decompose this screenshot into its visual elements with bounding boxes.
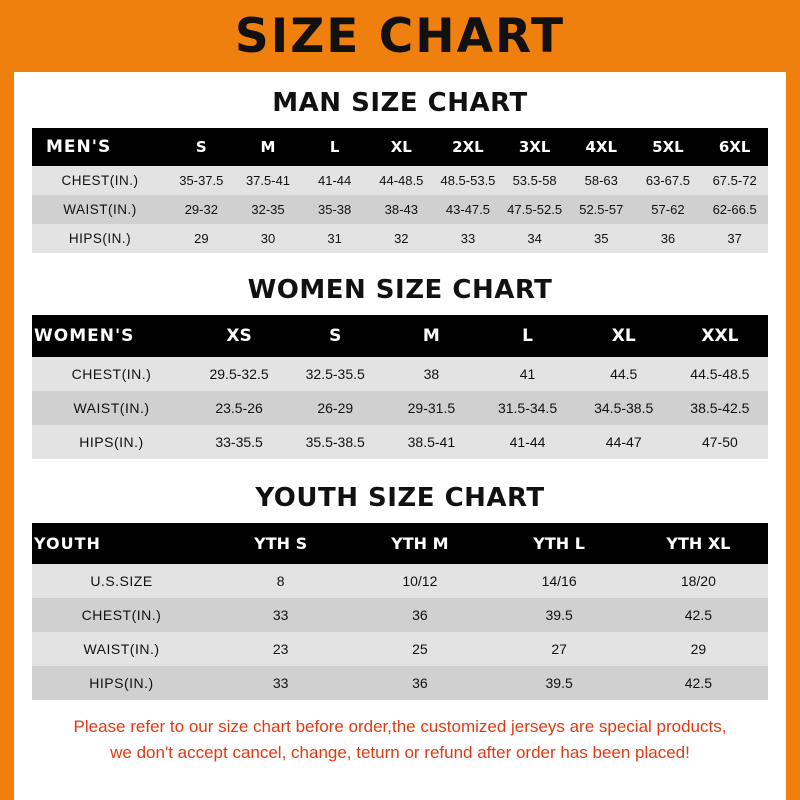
women-table-body xyxy=(32,357,768,459)
table-cell: 38 xyxy=(383,357,479,391)
table-cell: 29-32 xyxy=(168,195,235,224)
men-header-2xl: 2XL xyxy=(435,128,502,166)
youth-row-label-chest: CHEST(IN.) xyxy=(32,598,211,632)
footer-note-line1: Please refer to our size chart before order,the customized jerseys are special products, xyxy=(73,717,727,736)
table-cell: 48.5-53.5 xyxy=(435,166,502,195)
youth-table-head xyxy=(32,523,768,564)
table-row xyxy=(32,195,768,224)
men-header-l: L xyxy=(301,128,368,166)
table-cell: 47.5-52.5 xyxy=(501,195,568,224)
table-cell: 32 xyxy=(368,224,435,253)
table-cell: 44.5-48.5 xyxy=(672,357,768,391)
table-cell: 63-67.5 xyxy=(635,166,702,195)
table-row xyxy=(32,666,768,700)
youth-table-body xyxy=(32,564,768,700)
table-cell: 29.5-32.5 xyxy=(191,357,287,391)
youth-row-label-waist: WAIST(IN.) xyxy=(32,632,211,666)
table-cell: 31 xyxy=(301,224,368,253)
table-cell: 57-62 xyxy=(635,195,702,224)
table-cell: 38.5-41 xyxy=(383,425,479,459)
men-row-label-hips: HIPS(IN.) xyxy=(32,224,168,253)
table-cell: 23 xyxy=(211,632,350,666)
table-cell: 37.5-41 xyxy=(235,166,302,195)
table-cell: 36 xyxy=(350,666,489,700)
table-cell: 44-48.5 xyxy=(368,166,435,195)
table-cell: 52.5-57 xyxy=(568,195,635,224)
table-row xyxy=(32,598,768,632)
table-cell: 37 xyxy=(701,224,768,253)
women-row-label-chest: CHEST(IN.) xyxy=(32,357,191,391)
youth-section xyxy=(14,483,786,700)
table-header-row xyxy=(32,128,768,166)
youth-header-label: YOUTH xyxy=(32,523,211,564)
women-header-m: M xyxy=(383,315,479,357)
table-cell: 29 xyxy=(168,224,235,253)
women-header-label: WOMEN'S xyxy=(32,315,191,357)
table-cell: 42.5 xyxy=(629,598,768,632)
table-cell: 23.5-26 xyxy=(191,391,287,425)
men-header-xl: XL xyxy=(368,128,435,166)
table-cell: 35.5-38.5 xyxy=(287,425,383,459)
table-cell: 41-44 xyxy=(479,425,575,459)
youth-section-title: YOUTH SIZE CHART xyxy=(255,483,545,513)
youth-header-xl: YTH XL xyxy=(629,523,768,564)
table-cell: 18/20 xyxy=(629,564,768,598)
table-cell: 33 xyxy=(435,224,502,253)
women-header-s: S xyxy=(287,315,383,357)
table-cell: 36 xyxy=(635,224,702,253)
table-cell: 29-31.5 xyxy=(383,391,479,425)
table-cell: 44.5 xyxy=(576,357,672,391)
men-header-4xl: 4XL xyxy=(568,128,635,166)
youth-header-l: YTH L xyxy=(490,523,629,564)
women-header-xs: XS xyxy=(191,315,287,357)
men-section-title: MAN SIZE CHART xyxy=(272,88,528,118)
table-row xyxy=(32,632,768,666)
youth-header-m: YTH M xyxy=(350,523,489,564)
table-cell: 58-63 xyxy=(568,166,635,195)
table-cell: 34 xyxy=(501,224,568,253)
table-cell: 33-35.5 xyxy=(191,425,287,459)
table-row xyxy=(32,564,768,598)
table-cell: 41 xyxy=(479,357,575,391)
women-header-xl: XL xyxy=(576,315,672,357)
table-header-row xyxy=(32,315,768,357)
table-cell: 10/12 xyxy=(350,564,489,598)
table-row xyxy=(32,357,768,391)
youth-row-label-ussize: U.S.SIZE xyxy=(32,564,211,598)
table-cell: 43-47.5 xyxy=(435,195,502,224)
table-cell: 30 xyxy=(235,224,302,253)
footer-note xyxy=(14,714,786,765)
table-cell: 8 xyxy=(211,564,350,598)
table-row xyxy=(32,166,768,195)
table-cell: 36 xyxy=(350,598,489,632)
banner xyxy=(14,0,786,72)
table-header-row xyxy=(32,523,768,564)
youth-header-s: YTH S xyxy=(211,523,350,564)
table-cell: 53.5-58 xyxy=(501,166,568,195)
table-cell: 32-35 xyxy=(235,195,302,224)
table-cell: 44-47 xyxy=(576,425,672,459)
table-cell: 41-44 xyxy=(301,166,368,195)
men-header-6xl: 6XL xyxy=(701,128,768,166)
table-cell: 42.5 xyxy=(629,666,768,700)
table-cell: 27 xyxy=(490,632,629,666)
table-cell: 34.5-38.5 xyxy=(576,391,672,425)
men-section xyxy=(14,88,786,253)
men-size-table xyxy=(32,128,768,253)
women-table-head xyxy=(32,315,768,357)
table-row xyxy=(32,391,768,425)
table-cell: 26-29 xyxy=(287,391,383,425)
table-cell: 35-38 xyxy=(301,195,368,224)
table-cell: 35 xyxy=(568,224,635,253)
table-cell: 67.5-72 xyxy=(701,166,768,195)
table-cell: 47-50 xyxy=(672,425,768,459)
table-cell: 31.5-34.5 xyxy=(479,391,575,425)
table-cell: 25 xyxy=(350,632,489,666)
women-section-title: WOMEN SIZE CHART xyxy=(247,275,553,305)
youth-row-label-hips: HIPS(IN.) xyxy=(32,666,211,700)
table-cell: 38.5-42.5 xyxy=(672,391,768,425)
youth-size-table xyxy=(32,523,768,700)
men-header-3xl: 3XL xyxy=(501,128,568,166)
table-cell: 33 xyxy=(211,598,350,632)
men-header-label: MEN'S xyxy=(32,128,168,166)
men-header-m: M xyxy=(235,128,302,166)
table-cell: 32.5-35.5 xyxy=(287,357,383,391)
footer-note-line2: we don't accept cancel, change, teturn or refund after order has been placed! xyxy=(110,742,690,762)
men-row-label-waist: WAIST(IN.) xyxy=(32,195,168,224)
men-header-s: S xyxy=(168,128,235,166)
table-cell: 39.5 xyxy=(490,666,629,700)
men-row-label-chest: CHEST(IN.) xyxy=(32,166,168,195)
women-row-label-waist: WAIST(IN.) xyxy=(32,391,191,425)
table-cell: 39.5 xyxy=(490,598,629,632)
men-header-5xl: 5XL xyxy=(635,128,702,166)
page-title: SIZE CHART xyxy=(234,8,566,64)
table-cell: 33 xyxy=(211,666,350,700)
men-table-body xyxy=(32,166,768,253)
women-header-xxl: XXL xyxy=(672,315,768,357)
table-cell: 29 xyxy=(629,632,768,666)
table-row xyxy=(32,425,768,459)
women-row-label-hips: HIPS(IN.) xyxy=(32,425,191,459)
men-table-head xyxy=(32,128,768,166)
women-section xyxy=(14,275,786,459)
women-size-table xyxy=(32,315,768,459)
women-header-l: L xyxy=(479,315,575,357)
table-cell: 38-43 xyxy=(368,195,435,224)
table-cell: 62-66.5 xyxy=(701,195,768,224)
table-cell: 35-37.5 xyxy=(168,166,235,195)
table-row xyxy=(32,224,768,253)
table-cell: 14/16 xyxy=(490,564,629,598)
